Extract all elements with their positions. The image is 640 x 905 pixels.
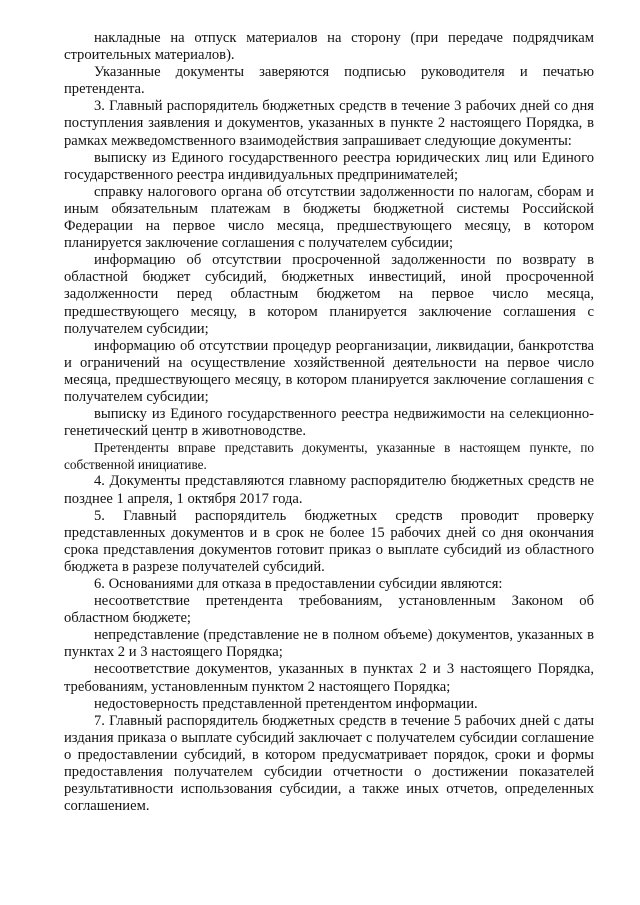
paragraph-tax-certificate: справку налогового органа об отсутствии задолженности по налогам, сборам и иным обязательным платежам в бюджеты бюджетной системы Российской Федерации на первое число месяца, предшествующего месяцу, в котором планируется заключение соглашения с получателем субсидии; [64, 183, 594, 252]
paragraph-certification: Указанные документы заверяются подписью руководителя и печатью претендента. [64, 64, 594, 98]
paragraph-refusal-documents: несоответствие документов, указанных в пунктах 2 и 3 настоящего Порядка, требованиям, установленным пунктом 2 настоящего Порядка; [64, 661, 594, 695]
paragraph-own-initiative: Претенденты вправе представить документы, указанные в настоящем пункте, по собственной инициативе. [64, 440, 594, 472]
paragraph-item-3: 3. Главный распорядитель бюджетных средств в течение 3 рабочих дней со дня поступления заявления и документов, указанных в пункте 2 настоящего Порядка, в рамках межведомственного взаимодействия запрашивает следующие документы: [64, 98, 594, 149]
paragraph-refusal-nonsubmission: непредставление (представление не в полном объеме) документов, указанных в пунктах 2 и 3 настоящего Порядка; [64, 627, 594, 661]
paragraph-item-7: 7. Главный распорядитель бюджетных средств в течение 5 рабочих дней с даты издания приказа о выплате субсидий заключает с получателем субсидии соглашение о предоставлении субсидий, в котором предусматривает порядок, сроки и формы предоставления получателем субсидии отчетности о достижении показателей результативности использования субсидии, а также иных отчетов, определенных соглашением. [64, 712, 594, 815]
paragraph-no-reorganization: информацию об отсутствии процедур реорганизации, ликвидации, банкротства и ограничений на осуществление хозяйственной деятельности на первое число месяца, предшествующего месяцу, в котором планируется заключение соглашения с получателем субсидии; [64, 337, 594, 405]
paragraph-item-6: 6. Основаниями для отказа в предоставлении субсидии являются: [94, 576, 503, 592]
paragraph-legal-entities-extract: выписку из Единого государственного реестра юридических лиц или Единого государственного реестра индивидуальных предпринимателей; [64, 149, 594, 183]
paragraph-item-5: 5. Главный распорядитель бюджетных средств проводит проверку представленных документов и в срок не более 15 рабочих дней со дня окончания срока представления документов готовит приказ о выплате субсидий из областного бюджета в разрезе получателей субсидий. [64, 507, 594, 575]
paragraph-refusal-nonconformity: несоответствие претендента требованиям, установленным Законом об областном бюджете; [64, 593, 594, 627]
document-page [64, 30, 594, 815]
paragraph-refusal-false-info: недостоверность представленной претендентом информации. [94, 695, 478, 712]
paragraph-delivery-notes: накладные на отпуск материалов на сторону (при передаче подрядчикам строительных материалов). [64, 30, 594, 64]
paragraph-no-overdue-debt: информацию об отсутствии просроченной задолженности по возврату в областной бюджет субсидий, бюджетных инвестиций, иной просроченной задолженности перед областным бюджетом на первое число месяца, предшествующего месяцу, в котором планируется заключение соглашения с получателем субсидии; [64, 252, 594, 337]
paragraph-item-4: 4. Документы представляются главному распорядителю бюджетных средств не позднее 1 апреля, 1 октября 2017 года. [64, 473, 594, 507]
paragraph-real-estate-extract: выписку из Единого государственного реестра недвижимости на селекционно-генетический центр в животноводстве. [64, 406, 594, 440]
